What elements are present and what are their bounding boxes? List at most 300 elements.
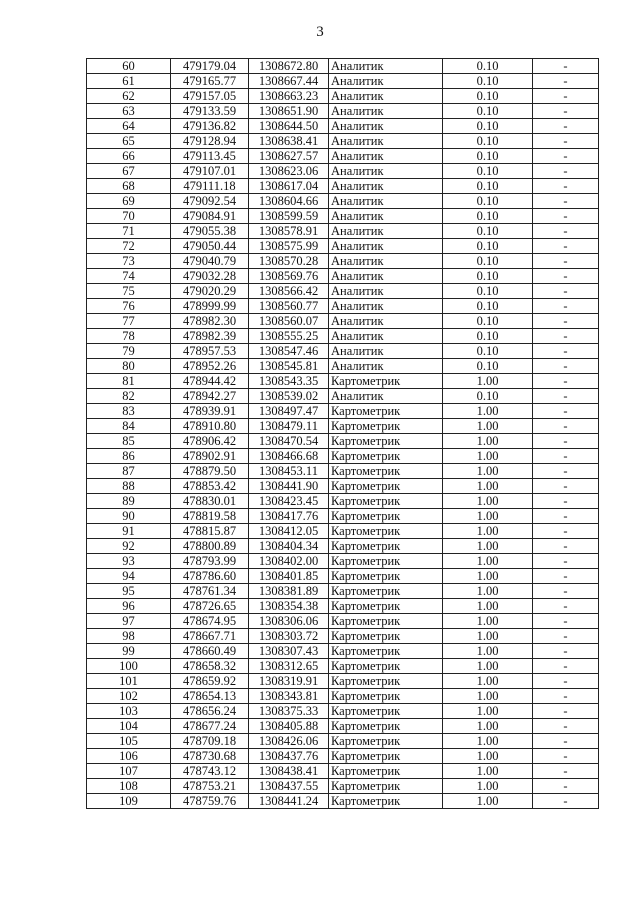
y-coordinate-cell: 1308497.47: [249, 404, 329, 419]
note-cell: -: [533, 659, 599, 674]
method-cell: Аналитик: [329, 74, 443, 89]
method-cell: Картометрик: [329, 614, 443, 629]
accuracy-cell: 1.00: [443, 524, 533, 539]
table-row: [87, 134, 599, 149]
accuracy-cell: 0.10: [443, 254, 533, 269]
method-cell: Аналитик: [329, 119, 443, 134]
x-coordinate-cell: 478674.95: [171, 614, 249, 629]
point-number-cell: 69: [87, 194, 171, 209]
note-cell: -: [533, 404, 599, 419]
y-coordinate-cell: 1308307.43: [249, 644, 329, 659]
point-number-cell: 87: [87, 464, 171, 479]
point-number-cell: 103: [87, 704, 171, 719]
point-number-cell: 99: [87, 644, 171, 659]
y-coordinate-cell: 1308319.91: [249, 674, 329, 689]
y-coordinate-cell: 1308663.23: [249, 89, 329, 104]
accuracy-cell: 0.10: [443, 194, 533, 209]
method-cell: Картометрик: [329, 524, 443, 539]
note-cell: -: [533, 614, 599, 629]
table-row: [87, 659, 599, 674]
point-number-cell: 101: [87, 674, 171, 689]
point-number-cell: 109: [87, 794, 171, 809]
y-coordinate-cell: 1308627.57: [249, 149, 329, 164]
method-cell: Картометрик: [329, 764, 443, 779]
table-row: [87, 494, 599, 509]
table-row: [87, 524, 599, 539]
x-coordinate-cell: 478660.49: [171, 644, 249, 659]
x-coordinate-cell: 478944.42: [171, 374, 249, 389]
y-coordinate-cell: 1308575.99: [249, 239, 329, 254]
note-cell: -: [533, 734, 599, 749]
note-cell: -: [533, 539, 599, 554]
note-cell: -: [533, 704, 599, 719]
note-cell: -: [533, 749, 599, 764]
y-coordinate-cell: 1308560.07: [249, 314, 329, 329]
x-coordinate-cell: 478815.87: [171, 524, 249, 539]
method-cell: Картометрик: [329, 404, 443, 419]
note-cell: -: [533, 374, 599, 389]
method-cell: Картометрик: [329, 734, 443, 749]
x-coordinate-cell: 478677.24: [171, 719, 249, 734]
method-cell: Картометрик: [329, 704, 443, 719]
point-number-cell: 102: [87, 689, 171, 704]
y-coordinate-cell: 1308470.54: [249, 434, 329, 449]
accuracy-cell: 1.00: [443, 704, 533, 719]
table-row: [87, 89, 599, 104]
y-coordinate-cell: 1308354.38: [249, 599, 329, 614]
accuracy-cell: 0.10: [443, 224, 533, 239]
method-cell: Картометрик: [329, 674, 443, 689]
accuracy-cell: 1.00: [443, 449, 533, 464]
method-cell: Аналитик: [329, 164, 443, 179]
method-cell: Картометрик: [329, 719, 443, 734]
point-number-cell: 94: [87, 569, 171, 584]
table-row: [87, 599, 599, 614]
table-row: [87, 479, 599, 494]
point-number-cell: 61: [87, 74, 171, 89]
table-row: [87, 74, 599, 89]
x-coordinate-cell: 478879.50: [171, 464, 249, 479]
table-row: [87, 539, 599, 554]
x-coordinate-cell: 479136.82: [171, 119, 249, 134]
x-coordinate-cell: 479157.05: [171, 89, 249, 104]
x-coordinate-cell: 478743.12: [171, 764, 249, 779]
point-number-cell: 81: [87, 374, 171, 389]
method-cell: Картометрик: [329, 554, 443, 569]
x-coordinate-cell: 478952.26: [171, 359, 249, 374]
accuracy-cell: 0.10: [443, 299, 533, 314]
point-number-cell: 63: [87, 104, 171, 119]
table-row: [87, 644, 599, 659]
accuracy-cell: 0.10: [443, 359, 533, 374]
note-cell: -: [533, 674, 599, 689]
point-number-cell: 96: [87, 599, 171, 614]
x-coordinate-cell: 479128.94: [171, 134, 249, 149]
method-cell: Картометрик: [329, 779, 443, 794]
note-cell: -: [533, 359, 599, 374]
table-row: [87, 209, 599, 224]
point-number-cell: 62: [87, 89, 171, 104]
point-number-cell: 86: [87, 449, 171, 464]
method-cell: Аналитик: [329, 299, 443, 314]
x-coordinate-cell: 478658.32: [171, 659, 249, 674]
point-number-cell: 73: [87, 254, 171, 269]
x-coordinate-cell: 479111.18: [171, 179, 249, 194]
method-cell: Картометрик: [329, 689, 443, 704]
note-cell: -: [533, 389, 599, 404]
accuracy-cell: 1.00: [443, 794, 533, 809]
point-number-cell: 70: [87, 209, 171, 224]
table-row: [87, 584, 599, 599]
y-coordinate-cell: 1308638.41: [249, 134, 329, 149]
note-cell: -: [533, 194, 599, 209]
point-number-cell: 98: [87, 629, 171, 644]
method-cell: Аналитик: [329, 224, 443, 239]
table-row: [87, 434, 599, 449]
accuracy-cell: 1.00: [443, 509, 533, 524]
y-coordinate-cell: 1308569.76: [249, 269, 329, 284]
accuracy-cell: 0.10: [443, 179, 533, 194]
y-coordinate-cell: 1308466.68: [249, 449, 329, 464]
coordinates-table-body: [87, 59, 599, 809]
y-coordinate-cell: 1308672.80: [249, 59, 329, 74]
table-row: [87, 629, 599, 644]
point-number-cell: 60: [87, 59, 171, 74]
method-cell: Картометрик: [329, 374, 443, 389]
point-number-cell: 100: [87, 659, 171, 674]
table-row: [87, 779, 599, 794]
x-coordinate-cell: 479040.79: [171, 254, 249, 269]
accuracy-cell: 1.00: [443, 629, 533, 644]
y-coordinate-cell: 1308437.55: [249, 779, 329, 794]
point-number-cell: 72: [87, 239, 171, 254]
x-coordinate-cell: 479020.29: [171, 284, 249, 299]
point-number-cell: 64: [87, 119, 171, 134]
method-cell: Картометрик: [329, 449, 443, 464]
note-cell: -: [533, 314, 599, 329]
note-cell: -: [533, 494, 599, 509]
table-row: [87, 164, 599, 179]
x-coordinate-cell: 478853.42: [171, 479, 249, 494]
y-coordinate-cell: 1308441.24: [249, 794, 329, 809]
method-cell: Картометрик: [329, 644, 443, 659]
y-coordinate-cell: 1308623.06: [249, 164, 329, 179]
x-coordinate-cell: 479050.44: [171, 239, 249, 254]
note-cell: -: [533, 689, 599, 704]
x-coordinate-cell: 479107.01: [171, 164, 249, 179]
note-cell: -: [533, 104, 599, 119]
note-cell: -: [533, 179, 599, 194]
accuracy-cell: 1.00: [443, 404, 533, 419]
table-row: [87, 674, 599, 689]
note-cell: -: [533, 554, 599, 569]
method-cell: Аналитик: [329, 389, 443, 404]
accuracy-cell: 1.00: [443, 719, 533, 734]
accuracy-cell: 1.00: [443, 584, 533, 599]
y-coordinate-cell: 1308566.42: [249, 284, 329, 299]
x-coordinate-cell: 478759.76: [171, 794, 249, 809]
y-coordinate-cell: 1308417.76: [249, 509, 329, 524]
point-number-cell: 105: [87, 734, 171, 749]
y-coordinate-cell: 1308343.81: [249, 689, 329, 704]
x-coordinate-cell: 479165.77: [171, 74, 249, 89]
table-row: [87, 254, 599, 269]
table-row: [87, 149, 599, 164]
accuracy-cell: 0.10: [443, 74, 533, 89]
method-cell: Картометрик: [329, 584, 443, 599]
note-cell: -: [533, 509, 599, 524]
accuracy-cell: 0.10: [443, 134, 533, 149]
note-cell: -: [533, 569, 599, 584]
table-row: [87, 359, 599, 374]
accuracy-cell: 1.00: [443, 674, 533, 689]
note-cell: -: [533, 299, 599, 314]
accuracy-cell: 1.00: [443, 374, 533, 389]
accuracy-cell: 1.00: [443, 614, 533, 629]
note-cell: -: [533, 239, 599, 254]
method-cell: Аналитик: [329, 89, 443, 104]
x-coordinate-cell: 479092.54: [171, 194, 249, 209]
x-coordinate-cell: 478659.92: [171, 674, 249, 689]
y-coordinate-cell: 1308426.06: [249, 734, 329, 749]
accuracy-cell: 0.10: [443, 389, 533, 404]
accuracy-cell: 1.00: [443, 434, 533, 449]
y-coordinate-cell: 1308547.46: [249, 344, 329, 359]
point-number-cell: 65: [87, 134, 171, 149]
point-number-cell: 79: [87, 344, 171, 359]
y-coordinate-cell: 1308555.25: [249, 329, 329, 344]
x-coordinate-cell: 478939.91: [171, 404, 249, 419]
point-number-cell: 85: [87, 434, 171, 449]
method-cell: Аналитик: [329, 269, 443, 284]
accuracy-cell: 0.10: [443, 164, 533, 179]
point-number-cell: 108: [87, 779, 171, 794]
table-row: [87, 59, 599, 74]
table-row: [87, 554, 599, 569]
y-coordinate-cell: 1308312.65: [249, 659, 329, 674]
x-coordinate-cell: 478910.80: [171, 419, 249, 434]
accuracy-cell: 1.00: [443, 554, 533, 569]
x-coordinate-cell: 478753.21: [171, 779, 249, 794]
method-cell: Картометрик: [329, 749, 443, 764]
y-coordinate-cell: 1308405.88: [249, 719, 329, 734]
table-row: [87, 299, 599, 314]
note-cell: -: [533, 269, 599, 284]
x-coordinate-cell: 478830.01: [171, 494, 249, 509]
note-cell: -: [533, 419, 599, 434]
method-cell: Картометрик: [329, 494, 443, 509]
x-coordinate-cell: 478654.13: [171, 689, 249, 704]
accuracy-cell: 0.10: [443, 314, 533, 329]
table-row: [87, 449, 599, 464]
x-coordinate-cell: 479113.45: [171, 149, 249, 164]
method-cell: Картометрик: [329, 509, 443, 524]
note-cell: -: [533, 149, 599, 164]
accuracy-cell: 0.10: [443, 119, 533, 134]
method-cell: Картометрик: [329, 539, 443, 554]
table-row: [87, 749, 599, 764]
x-coordinate-cell: 478730.68: [171, 749, 249, 764]
point-number-cell: 95: [87, 584, 171, 599]
point-number-cell: 84: [87, 419, 171, 434]
accuracy-cell: 1.00: [443, 764, 533, 779]
x-coordinate-cell: 478957.53: [171, 344, 249, 359]
table-row: [87, 269, 599, 284]
y-coordinate-cell: 1308604.66: [249, 194, 329, 209]
table-row: [87, 689, 599, 704]
point-number-cell: 66: [87, 149, 171, 164]
table-row: [87, 284, 599, 299]
x-coordinate-cell: 478709.18: [171, 734, 249, 749]
x-coordinate-cell: 479084.91: [171, 209, 249, 224]
point-number-cell: 90: [87, 509, 171, 524]
note-cell: -: [533, 764, 599, 779]
y-coordinate-cell: 1308438.41: [249, 764, 329, 779]
note-cell: -: [533, 629, 599, 644]
y-coordinate-cell: 1308667.44: [249, 74, 329, 89]
x-coordinate-cell: 479179.04: [171, 59, 249, 74]
accuracy-cell: 0.10: [443, 59, 533, 74]
y-coordinate-cell: 1308651.90: [249, 104, 329, 119]
accuracy-cell: 1.00: [443, 494, 533, 509]
x-coordinate-cell: 479133.59: [171, 104, 249, 119]
y-coordinate-cell: 1308479.11: [249, 419, 329, 434]
accuracy-cell: 0.10: [443, 344, 533, 359]
note-cell: -: [533, 224, 599, 239]
point-number-cell: 88: [87, 479, 171, 494]
accuracy-cell: 1.00: [443, 539, 533, 554]
method-cell: Картометрик: [329, 434, 443, 449]
point-number-cell: 75: [87, 284, 171, 299]
method-cell: Картометрик: [329, 599, 443, 614]
method-cell: Картометрик: [329, 629, 443, 644]
accuracy-cell: 1.00: [443, 749, 533, 764]
method-cell: Аналитик: [329, 59, 443, 74]
table-row: [87, 329, 599, 344]
method-cell: Аналитик: [329, 134, 443, 149]
x-coordinate-cell: 478999.99: [171, 299, 249, 314]
accuracy-cell: 1.00: [443, 479, 533, 494]
table-row: [87, 404, 599, 419]
y-coordinate-cell: 1308401.85: [249, 569, 329, 584]
table-row: [87, 509, 599, 524]
x-coordinate-cell: 479032.28: [171, 269, 249, 284]
point-number-cell: 77: [87, 314, 171, 329]
method-cell: Аналитик: [329, 254, 443, 269]
x-coordinate-cell: 478793.99: [171, 554, 249, 569]
point-number-cell: 106: [87, 749, 171, 764]
y-coordinate-cell: 1308578.91: [249, 224, 329, 239]
point-number-cell: 83: [87, 404, 171, 419]
note-cell: -: [533, 464, 599, 479]
note-cell: -: [533, 329, 599, 344]
method-cell: Аналитик: [329, 329, 443, 344]
accuracy-cell: 0.10: [443, 329, 533, 344]
y-coordinate-cell: 1308412.05: [249, 524, 329, 539]
y-coordinate-cell: 1308306.06: [249, 614, 329, 629]
y-coordinate-cell: 1308402.00: [249, 554, 329, 569]
note-cell: -: [533, 134, 599, 149]
table-row: [87, 374, 599, 389]
point-number-cell: 97: [87, 614, 171, 629]
coordinates-table: [86, 58, 599, 809]
x-coordinate-cell: 478761.34: [171, 584, 249, 599]
accuracy-cell: 1.00: [443, 419, 533, 434]
method-cell: Аналитик: [329, 149, 443, 164]
note-cell: -: [533, 74, 599, 89]
note-cell: -: [533, 599, 599, 614]
method-cell: Картометрик: [329, 464, 443, 479]
note-cell: -: [533, 794, 599, 809]
x-coordinate-cell: 478982.39: [171, 329, 249, 344]
accuracy-cell: 1.00: [443, 599, 533, 614]
y-coordinate-cell: 1308375.33: [249, 704, 329, 719]
point-number-cell: 104: [87, 719, 171, 734]
table-row: [87, 734, 599, 749]
point-number-cell: 76: [87, 299, 171, 314]
note-cell: -: [533, 479, 599, 494]
y-coordinate-cell: 1308404.34: [249, 539, 329, 554]
accuracy-cell: 0.10: [443, 149, 533, 164]
method-cell: Картометрик: [329, 659, 443, 674]
note-cell: -: [533, 644, 599, 659]
x-coordinate-cell: 479055.38: [171, 224, 249, 239]
x-coordinate-cell: 478786.60: [171, 569, 249, 584]
note-cell: -: [533, 344, 599, 359]
method-cell: Аналитик: [329, 314, 443, 329]
table-row: [87, 764, 599, 779]
y-coordinate-cell: 1308617.04: [249, 179, 329, 194]
x-coordinate-cell: 478906.42: [171, 434, 249, 449]
x-coordinate-cell: 478982.30: [171, 314, 249, 329]
y-coordinate-cell: 1308539.02: [249, 389, 329, 404]
method-cell: Аналитик: [329, 209, 443, 224]
x-coordinate-cell: 478902.91: [171, 449, 249, 464]
point-number-cell: 80: [87, 359, 171, 374]
note-cell: -: [533, 254, 599, 269]
x-coordinate-cell: 478942.27: [171, 389, 249, 404]
note-cell: -: [533, 209, 599, 224]
method-cell: Аналитик: [329, 194, 443, 209]
y-coordinate-cell: 1308545.81: [249, 359, 329, 374]
table-row: [87, 344, 599, 359]
page-number: 3: [316, 24, 324, 40]
point-number-cell: 82: [87, 389, 171, 404]
note-cell: -: [533, 449, 599, 464]
accuracy-cell: 0.10: [443, 104, 533, 119]
point-number-cell: 89: [87, 494, 171, 509]
table-row: [87, 239, 599, 254]
point-number-cell: 92: [87, 539, 171, 554]
y-coordinate-cell: 1308644.50: [249, 119, 329, 134]
accuracy-cell: 1.00: [443, 734, 533, 749]
accuracy-cell: 1.00: [443, 659, 533, 674]
point-number-cell: 74: [87, 269, 171, 284]
accuracy-cell: 1.00: [443, 644, 533, 659]
table-row: [87, 389, 599, 404]
point-number-cell: 71: [87, 224, 171, 239]
table-row: [87, 419, 599, 434]
y-coordinate-cell: 1308570.28: [249, 254, 329, 269]
accuracy-cell: 0.10: [443, 209, 533, 224]
accuracy-cell: 0.10: [443, 284, 533, 299]
accuracy-cell: 1.00: [443, 779, 533, 794]
table-row: [87, 569, 599, 584]
y-coordinate-cell: 1308303.72: [249, 629, 329, 644]
table-row: [87, 794, 599, 809]
table-row: [87, 179, 599, 194]
point-number-cell: 93: [87, 554, 171, 569]
